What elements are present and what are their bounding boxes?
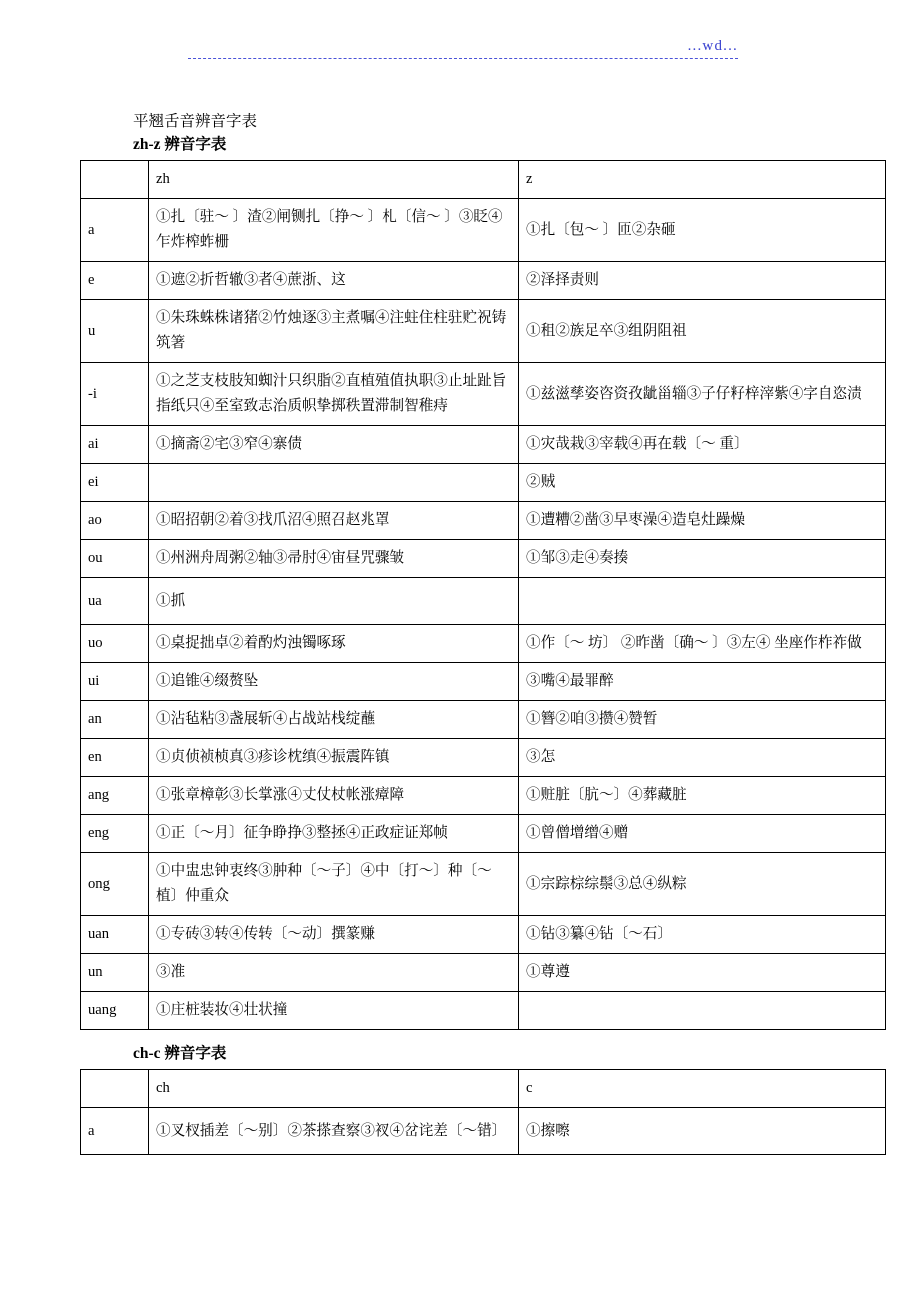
row-z-chars xyxy=(519,992,886,1030)
row-z-chars xyxy=(519,578,886,625)
row-z-chars: ①灾哉栽③宰载④再在载〔～ 重〕 xyxy=(519,426,886,464)
row-key: uo xyxy=(81,625,149,663)
row-key: u xyxy=(81,300,149,363)
row-zh-chars: ①沾毡粘③盏展斩④占战站栈绽蘸 xyxy=(149,701,519,739)
row-zh-chars: ①中盅忠钟衷终③肿种〔～子〕④中〔打～〕种〔～植〕仲重众 xyxy=(149,853,519,916)
row-ch-chars: ①叉杈插差〔～别〕②茶搽查察③衩④岔诧差〔～错〕 xyxy=(149,1108,519,1155)
row-zh-chars: ③准 xyxy=(149,954,519,992)
row-key: uang xyxy=(81,992,149,1030)
row-zh-chars: ①朱珠蛛株诸猪②竹烛逐③主煮嘱④注蛀住柱驻贮祝铸筑箸 xyxy=(149,300,519,363)
row-zh-chars xyxy=(149,464,519,502)
table-row xyxy=(81,1108,886,1155)
row-z-chars: ①作〔～ 坊〕 ②昨凿〔确～ 〕③左④ 坐座作柞祚做 xyxy=(519,625,886,663)
row-zh-chars: ①抓 xyxy=(149,578,519,625)
row-z-chars: ①钻③纂④钻〔～石〕 xyxy=(519,916,886,954)
header-cell-z: z xyxy=(519,161,886,199)
row-z-chars: ①遭糟②凿③早枣澡④造皂灶躁燥 xyxy=(519,502,886,540)
table-header-row xyxy=(81,161,886,199)
page-title: 平翘舌音辨音字表 xyxy=(133,113,258,130)
row-key: eng xyxy=(81,815,149,853)
row-z-chars: ①曾僧增缯④赠 xyxy=(519,815,886,853)
table-zh-z xyxy=(80,160,886,1030)
row-key: ei xyxy=(81,464,149,502)
table-row xyxy=(81,464,886,502)
row-zh-chars: ①追锥④缀赘坠 xyxy=(149,663,519,701)
row-zh-chars: ①桌捉拙卓②着酌灼浊镯啄琢 xyxy=(149,625,519,663)
row-zh-chars: ①专砖③转④传转〔～动〕撰篆赚 xyxy=(149,916,519,954)
table-row xyxy=(81,199,886,262)
section-heading-ch-c: ch-c 辨音字表 xyxy=(133,1045,227,1062)
row-z-chars: ①尊遵 xyxy=(519,954,886,992)
table-row xyxy=(81,363,886,426)
row-z-chars: ①宗踪棕综鬃③总④纵粽 xyxy=(519,853,886,916)
table-row xyxy=(81,954,886,992)
row-z-chars: ③怎 xyxy=(519,739,886,777)
table-row xyxy=(81,992,886,1030)
table-ch-c xyxy=(80,1069,886,1155)
row-zh-chars: ①摘斋②宅③窄④寨债 xyxy=(149,426,519,464)
row-key: -i xyxy=(81,363,149,426)
row-zh-chars: ①正〔～月〕征争睁挣③整拯④正政症证郑帧 xyxy=(149,815,519,853)
row-key: ao xyxy=(81,502,149,540)
row-zh-chars: ①昭招朝②着③找爪沼④照召赵兆罩 xyxy=(149,502,519,540)
table-row xyxy=(81,625,886,663)
row-key: uan xyxy=(81,916,149,954)
table-row xyxy=(81,300,886,363)
row-zh-chars: ①张章樟彰③长掌涨④丈仗杖帐涨瘴障 xyxy=(149,777,519,815)
header-cell-c: c xyxy=(519,1070,886,1108)
header-cell-ch: ch xyxy=(149,1070,519,1108)
table-row xyxy=(81,916,886,954)
row-z-chars: ③嘴④最罪醉 xyxy=(519,663,886,701)
table-row xyxy=(81,739,886,777)
row-key: ang xyxy=(81,777,149,815)
document-body xyxy=(80,110,862,1155)
row-zh-chars: ①扎〔驻～ 〕渣②闸铡扎〔挣～ 〕札〔信～ 〕③眨④乍炸榨蚱栅 xyxy=(149,199,519,262)
row-key: a xyxy=(81,1108,149,1155)
row-key: a xyxy=(81,199,149,262)
table-row xyxy=(81,701,886,739)
row-key: an xyxy=(81,701,149,739)
page-header xyxy=(0,38,920,64)
header-cell-key xyxy=(81,1070,149,1108)
row-z-chars: ①兹滋孳姿咨资孜龇甾辎③子仔籽梓滓紫④字自恣渍 xyxy=(519,363,886,426)
row-zh-chars: ①州洲舟周粥②轴③帚肘④宙昼咒骤皱 xyxy=(149,540,519,578)
row-z-chars: ①簪②咱③攒④赞暂 xyxy=(519,701,886,739)
row-c-chars: ①擦嚓 xyxy=(519,1108,886,1155)
header-cell-key xyxy=(81,161,149,199)
header-dashed-rule xyxy=(188,58,738,59)
header-cell-zh: zh xyxy=(149,161,519,199)
table-header-row xyxy=(81,1070,886,1108)
row-key: ui xyxy=(81,663,149,701)
row-z-chars: ①赃脏〔肮～〕④葬藏脏 xyxy=(519,777,886,815)
row-key: en xyxy=(81,739,149,777)
header-watermark-text: ...wd... xyxy=(687,38,738,54)
table-row xyxy=(81,502,886,540)
row-key: e xyxy=(81,262,149,300)
table-row xyxy=(81,777,886,815)
row-key: ai xyxy=(81,426,149,464)
row-zh-chars: ①贞侦祯桢真③疹诊枕缜④振震阵镇 xyxy=(149,739,519,777)
row-key: ua xyxy=(81,578,149,625)
row-zh-chars: ①遮②折哲辙③者④蔗浙、这 xyxy=(149,262,519,300)
table-row xyxy=(81,426,886,464)
table-row xyxy=(81,815,886,853)
row-z-chars: ②泽择责则 xyxy=(519,262,886,300)
row-zh-chars: ①庄桩装妆④壮状撞 xyxy=(149,992,519,1030)
table-row xyxy=(81,262,886,300)
row-zh-chars: ①之芝支枝肢知蜘汁只织脂②直植殖值执职③止址趾旨指纸只④至室致志治质帜挚掷秩置滞制智稚痔 xyxy=(149,363,519,426)
table-row xyxy=(81,853,886,916)
row-z-chars: ①租②族足卒③组阴阻祖 xyxy=(519,300,886,363)
row-z-chars: ②贼 xyxy=(519,464,886,502)
row-key: ou xyxy=(81,540,149,578)
table-row xyxy=(81,663,886,701)
row-z-chars: ①邹③走④奏揍 xyxy=(519,540,886,578)
table-row xyxy=(81,540,886,578)
section-heading-zh-z: zh-z 辨音字表 xyxy=(133,136,227,153)
row-key: ong xyxy=(81,853,149,916)
table-row xyxy=(81,578,886,625)
row-key: un xyxy=(81,954,149,992)
row-z-chars: ①扎〔包～ 〕匝②杂砸 xyxy=(519,199,886,262)
